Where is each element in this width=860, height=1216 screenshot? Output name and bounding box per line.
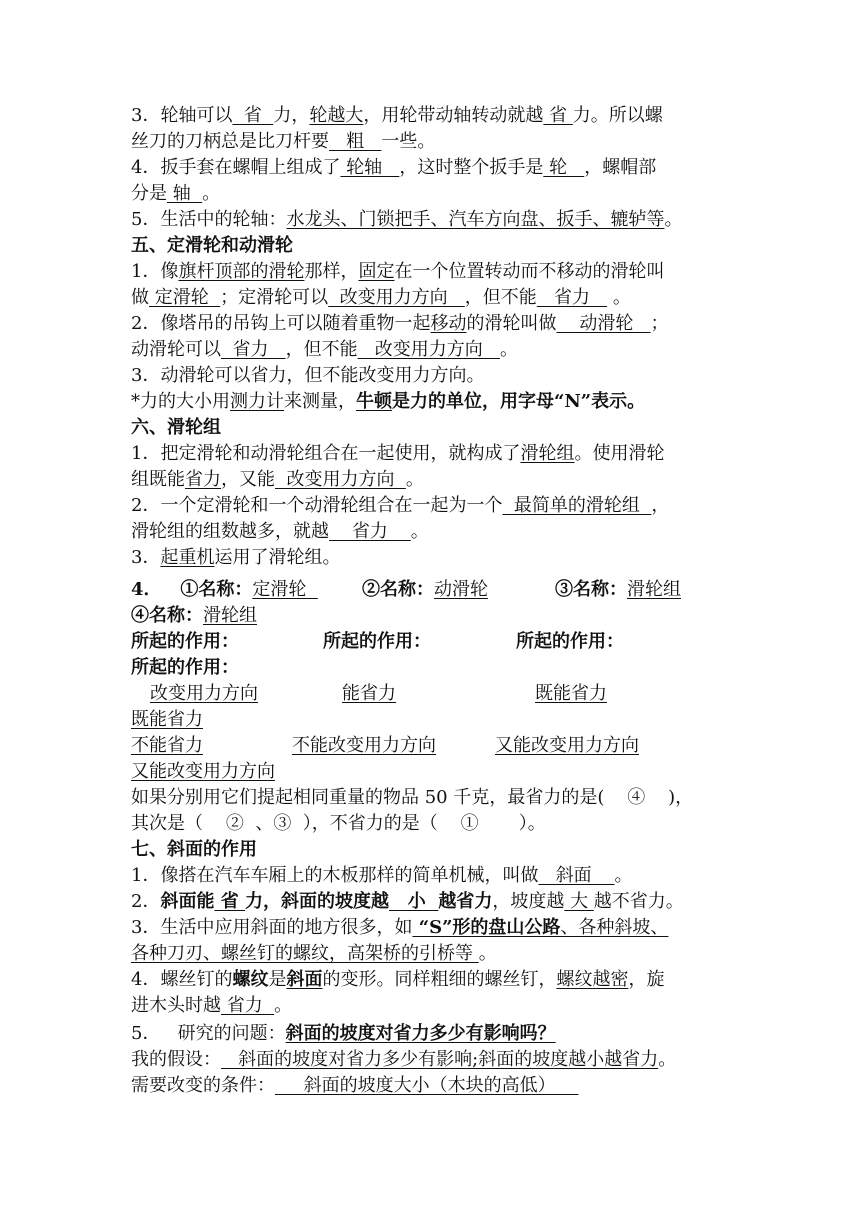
section-title-pulley-block: 六、滑轮组 [131, 417, 221, 438]
role-value-3a: 既能省力 [535, 683, 607, 704]
pulley-name-2: ②名称：动滑轮 [362, 579, 488, 600]
line-incline-4a: 4．螺丝钉的螺纹是斜面的变形。同样粗细的螺丝钉，螺纹越密，旋 [131, 969, 665, 990]
line-pulley-1b: 做 定滑轮 ；定滑轮可以 改变用力方向 ，但不能 省力 。 [131, 287, 631, 308]
line-wheel-axle-5: 5．生活中的轮轴：水龙头、门锁把手、汽车方向盘、扳手、辘轳等。 [131, 209, 683, 230]
section-title-pulleys: 五、定滑轮和动滑轮 [131, 235, 293, 256]
role-label-3: 所起的作用： [516, 631, 624, 652]
line-incline-2: 2．斜面能 省 力，斜面的坡度越 小 越省力，坡度越 大 越不省力。 [131, 891, 684, 912]
pulley-name-4: ④名称：滑轮组 [131, 605, 257, 626]
role-value-1a: 改变用力方向 [150, 683, 258, 704]
line-block-4-names: 4． ①名称：定滑轮 [131, 579, 318, 600]
role-value-2b: 不能改变用力方向 [292, 735, 436, 756]
line-question-2: 其次是（ ② 、③ ），不省力的是（ ① ）。 [131, 813, 546, 834]
line-incline-4b: 进木头时越 省力 。 [131, 995, 293, 1016]
role-value-1b: 不能省力 [131, 735, 203, 756]
line-force-note: *力的大小用测力计来测量，牛顿是力的单位，用字母“N”表示。 [131, 391, 646, 412]
line-wheel-axle-3a: 3．轮轴可以 省 力，轮越大，用轮带动轴转动就越 省 力。所以螺 [131, 105, 663, 126]
section-title-incline: 七、斜面的作用 [131, 839, 257, 860]
role-label-4: 所起的作用： [131, 657, 239, 678]
role-label-2: 所起的作用： [323, 631, 431, 652]
line-hypothesis: 我的假设： 斜面的坡度对省力多少有影响;斜面的坡度越小越省力。 [131, 1049, 677, 1070]
line-pulley-2a: 2．像塔吊的吊钩上可以随着重物一起移动的滑轮叫做 动滑轮 ； [131, 313, 669, 334]
line-block-3: 3．起重机运用了滑轮组。 [131, 547, 341, 568]
line-pulley-3: 3．动滑轮可以省力，但不能改变用力方向。 [131, 365, 485, 386]
role-value-4b: 又能改变用力方向 [131, 761, 275, 782]
line-incline-1: 1．像搭在汽车车厢上的木板那样的简单机械，叫做 斜面 。 [131, 865, 633, 886]
role-label-1: 所起的作用： [131, 631, 239, 652]
line-wheel-axle-3b: 丝刀的刀柄总是比刀杆要 粗 一些。 [131, 131, 436, 152]
role-value-4a: 既能省力 [131, 709, 203, 730]
pulley-name-3: ③名称：滑轮组 [555, 579, 681, 600]
line-question-1: 如果分别用它们提起相同重量的物品 50 千克，最省力的是( ④ )， [131, 787, 694, 808]
line-wheel-axle-4b: 分是 轴 。 [131, 183, 221, 204]
role-value-2a: 能省力 [342, 683, 396, 704]
role-value-3b: 又能改变用力方向 [495, 735, 639, 756]
line-block-2b: 滑轮组的组数越多，就越 省力 。 [131, 521, 429, 542]
line-block-2a: 2．一个定滑轮和一个动滑轮组合在一起为一个 最简单的滑轮组 ， [131, 495, 670, 516]
line-pulley-2b: 动滑轮可以 省力 ，但不能 改变用力方向 。 [131, 339, 518, 360]
line-incline-3a: 3．生活中应用斜面的地方很多，如 “S”形的盘山公路、各种斜坡、 [131, 917, 669, 938]
line-research-question: 5． 研究的问题：斜面的坡度对省力多少有影响吗？ [131, 1023, 556, 1044]
line-incline-3b: 各种刀刃、螺丝钉的螺纹，高架桥的引桥等 。 [131, 943, 497, 964]
line-variable: 需要改变的条件： 斜面的坡度大小（木块的高低） [131, 1075, 579, 1096]
line-pulley-1a: 1．像旗杆顶部的滑轮那样，固定在一个位置转动而不移动的滑轮叫 [131, 261, 665, 282]
line-block-1b: 组既能省力，又能 改变用力方向 。 [131, 469, 424, 490]
line-block-1a: 1．把定滑轮和动滑轮组合在一起使用，就构成了滑轮组。使用滑轮 [131, 443, 665, 464]
line-wheel-axle-4a: 4．扳手套在螺帽上组成了 轮轴 ，这时整个扳手是 轮 ，螺帽部 [131, 157, 657, 178]
